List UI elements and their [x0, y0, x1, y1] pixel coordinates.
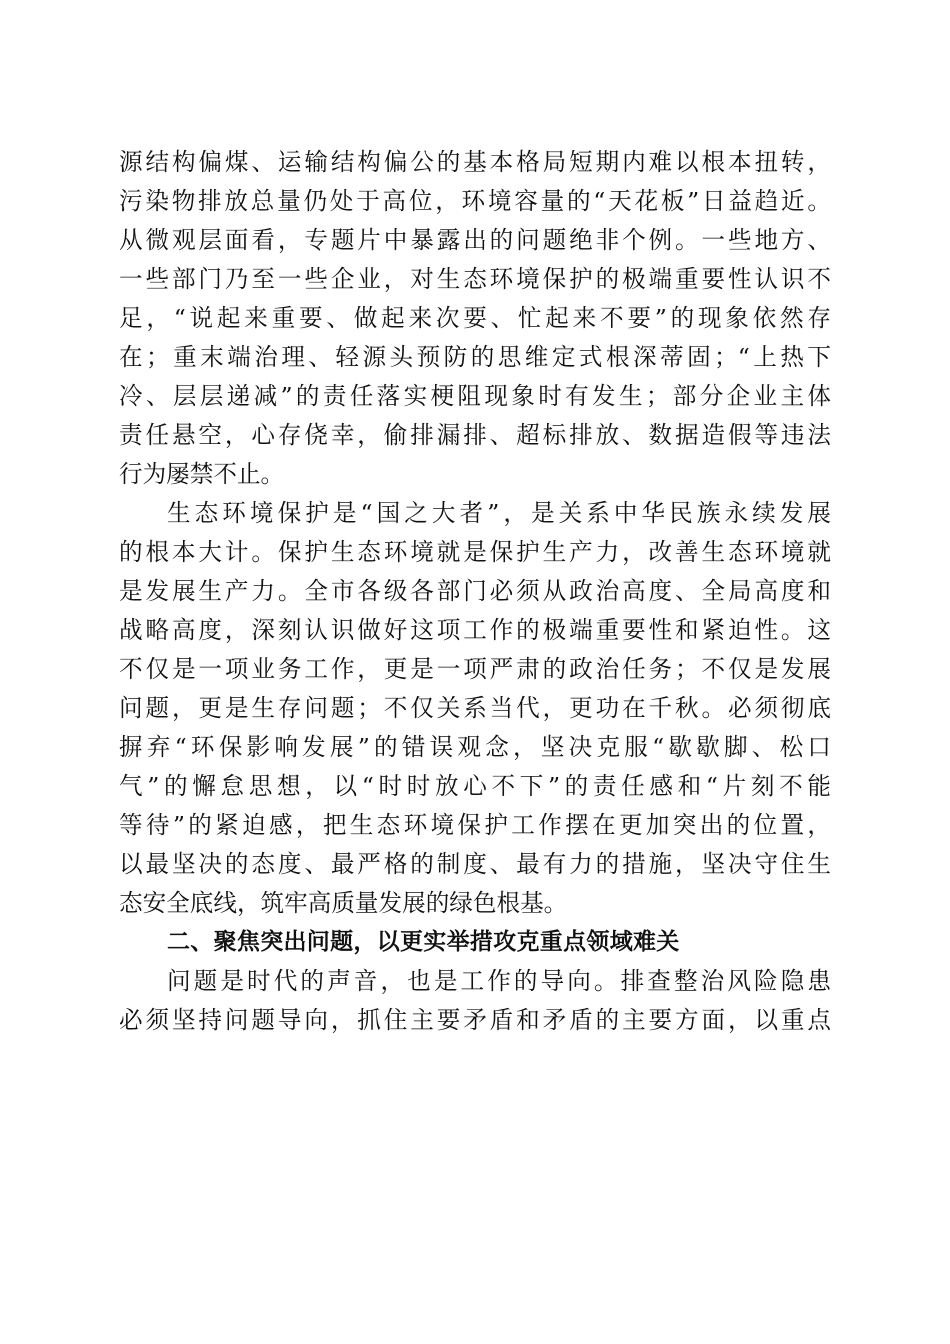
text-line: 必须坚持问题导向，抓住主要矛盾和矛盾的主要方面，以重点: [119, 1006, 831, 1034]
text-line: 行为屡禁不止。: [119, 460, 285, 488]
text-line: 气”的懈怠思想，以“时时放心不下”的责任感和“片刻不能: [119, 772, 831, 800]
text-line: 生态环境保护是“国之大者”，是关系中华民族永续发展: [167, 499, 831, 527]
text-line: 摒弃“环保影响发展”的错误观念，坚决克服“歇歇脚、松口: [119, 733, 831, 761]
text-line: 从微观层面看，专题片中暴露出的问题绝非个例。一些地方、: [119, 226, 831, 254]
text-line: 责任悬空，心存侥幸，偷排漏排、超标排放、数据造假等违法: [119, 421, 831, 449]
text-line: 等待”的紧迫感，把生态环境保护工作摆在更加突出的位置，: [119, 811, 831, 839]
text-line: 问题，更是生存问题；不仅关系当代，更功在千秋。必须彻底: [119, 694, 831, 722]
text-line: 源结构偏煤、运输结构偏公的基本格局短期内难以根本扭转，: [119, 148, 831, 176]
text-line: 一些部门乃至一些企业，对生态环境保护的极端重要性认识不: [119, 265, 831, 293]
text-line: 战略高度，深刻认识做好这项工作的极端重要性和紧迫性。这: [119, 616, 831, 644]
paragraph-1: [119, 143, 831, 494]
text-line: 是发展生产力。全市各级各部门必须从政治高度、全局高度和: [119, 577, 831, 605]
text-line: 态安全底线，筑牢高质量发展的绿色根基。: [119, 889, 568, 917]
text-line: 以最坚决的态度、最严格的制度、最有力的措施，坚决守住生: [119, 850, 831, 878]
paragraph-3: [119, 962, 831, 1040]
text-line: 不仅是一项业务工作，更是一项严肃的政治任务；不仅是发展: [119, 655, 831, 683]
text-line: 的根本大计。保护生态环境就是保护生产力，改善生态环境就: [119, 538, 831, 566]
text-line: 在；重末端治理、轻源头预防的思维定式根深蒂固；“上热下: [119, 343, 831, 371]
text-line: 冷、层层递减”的责任落实梗阻现象时有发生；部分企业主体: [119, 382, 831, 410]
text-line: 污染物排放总量仍处于高位，环境容量的“天花板”日益趋近。: [119, 187, 831, 215]
document-body: [119, 143, 831, 1040]
section-heading: 二、聚焦突出问题，以更实举措攻克重点领域难关: [167, 929, 680, 955]
text-line: 足，“说起来重要、做起来次要、忙起来不要”的现象依然存: [119, 304, 831, 332]
paragraph-2: [119, 494, 831, 923]
text-line: 问题是时代的声音，也是工作的导向。排查整治风险隐患: [167, 967, 831, 995]
